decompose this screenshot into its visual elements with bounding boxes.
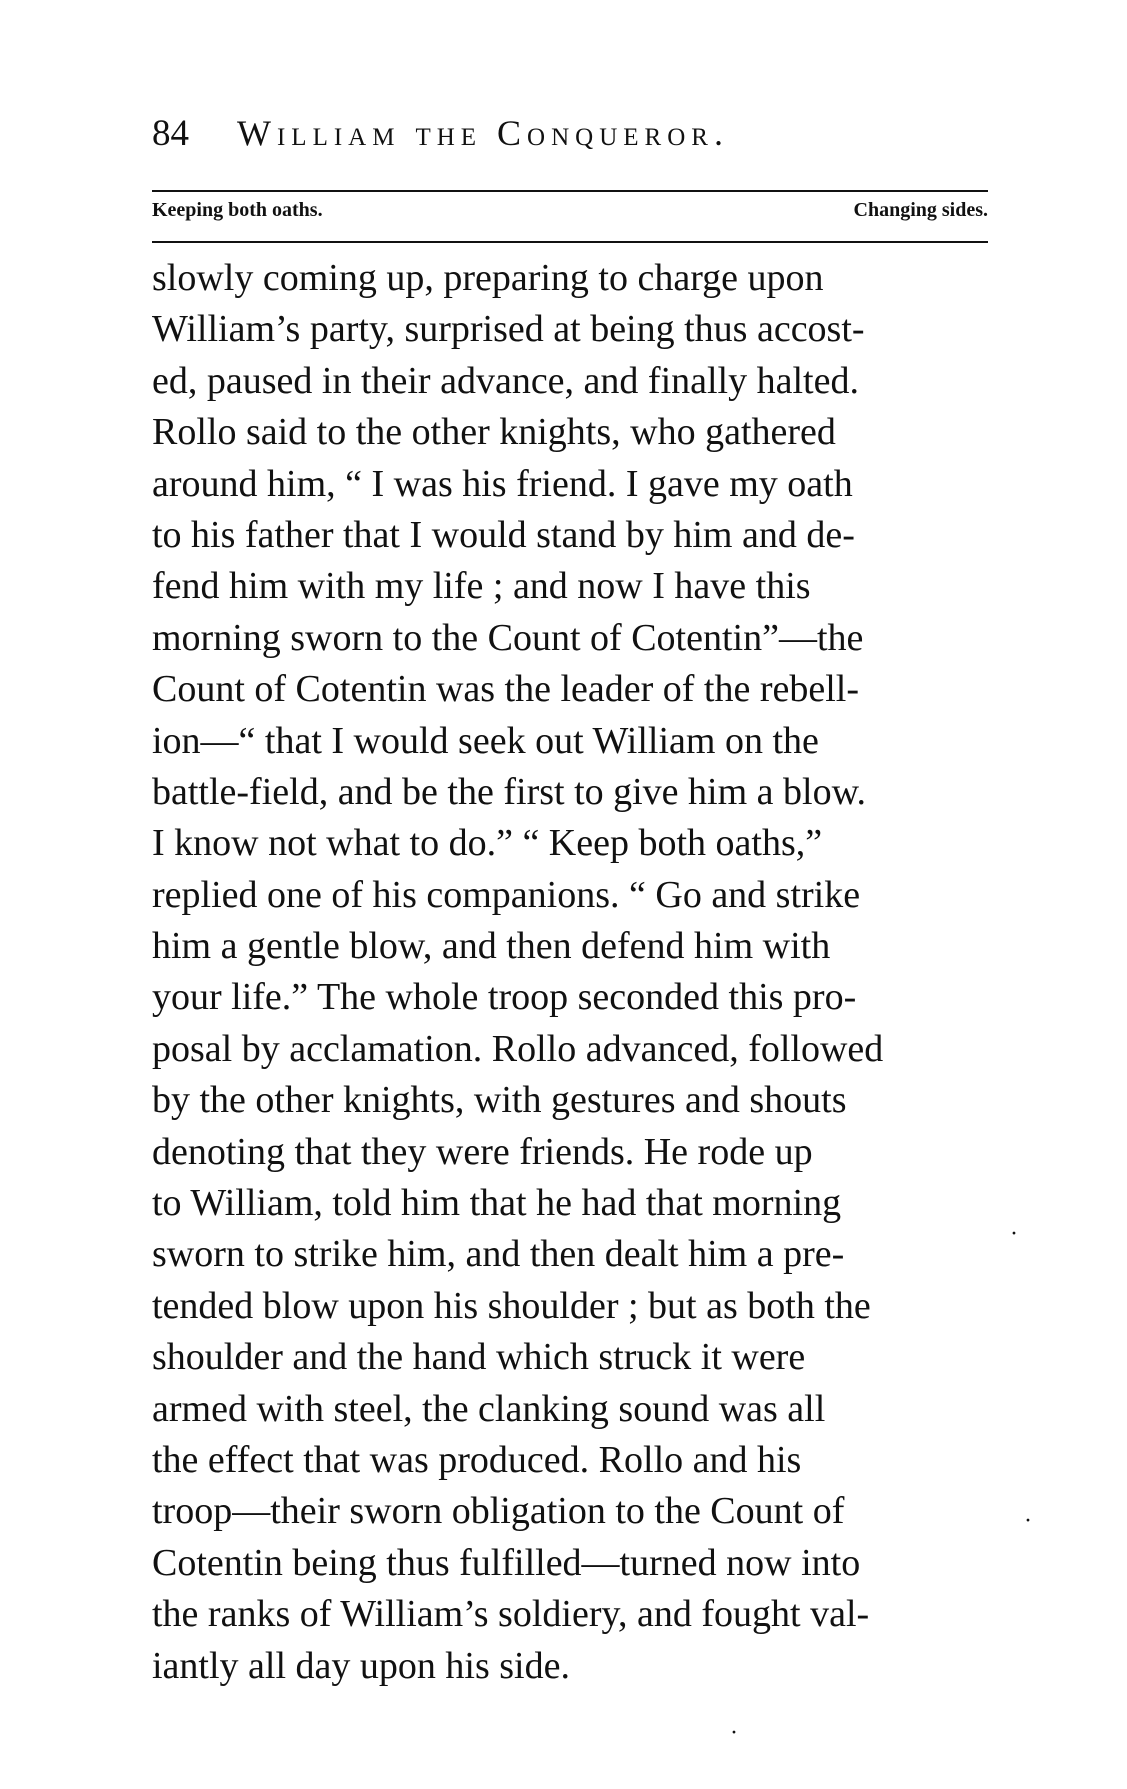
text-line: denoting that they were friends. He rode up <box>152 1130 813 1173</box>
header-rule-top <box>152 190 988 192</box>
book-title: William the Conqueror. <box>237 113 729 153</box>
text-line: I know not what to do.” “ Keep both oaths,” <box>152 822 823 865</box>
text-line: replied one of his companions. “ Go and strike <box>152 873 861 916</box>
text-line: shoulder and the hand which struck it were <box>152 1336 806 1379</box>
text-line: armed with steel, the clanking sound was all <box>152 1387 826 1430</box>
marginal-subheadings <box>152 199 988 222</box>
text-line: Rollo said to the other knights, who gathered <box>152 411 836 454</box>
text-line: troop—their sworn obligation to the Count of <box>152 1490 845 1533</box>
text-line: fend him with my life ; and now I have this <box>152 565 811 608</box>
text-line: tended blow upon his shoulder ; but as both the <box>152 1284 871 1327</box>
text-line: to his father that I would stand by him and de- <box>152 513 855 556</box>
text-line: the ranks of William’s soldiery, and fought val- <box>152 1593 870 1636</box>
text-line: slowly coming up, preparing to charge upon <box>152 257 824 299</box>
text-line: Cotentin being thus fulfilled—turned now into <box>152 1541 861 1584</box>
text-line: around him, “ I was his friend. I gave my oath <box>152 462 853 505</box>
body-text <box>152 253 1004 1692</box>
text-line: ed, paused in their advance, and finally halted. <box>152 359 859 402</box>
text-line: battle-field, and be the first to give him a blow. <box>152 770 867 813</box>
stray-mark: · <box>1010 1221 1018 1247</box>
text-line: sworn to strike him, and then dealt him a pre- <box>152 1233 845 1276</box>
text-line: by the other knights, with gestures and shouts <box>152 1079 847 1122</box>
text-line: Count of Cotentin was the leader of the rebell- <box>152 668 860 711</box>
text-line: ion—“ that I would seek out William on the <box>152 719 819 762</box>
page-number: 84 <box>152 113 189 154</box>
text-line: to William, told him that he had that morning <box>152 1182 842 1225</box>
text-line: morning sworn to the Count of Cotentin”—the <box>152 616 864 659</box>
stray-mark: · <box>1024 1508 1032 1534</box>
text-line: iantly all day upon his side. <box>152 1644 570 1687</box>
subheading-left: Keeping both oaths. <box>152 199 323 221</box>
running-head <box>152 112 992 172</box>
text-line: your life.” The whole troop seconded this pro- <box>152 976 857 1019</box>
header-rule-bottom <box>152 241 988 243</box>
subheading-right: Changing sides. <box>853 199 988 221</box>
stray-mark: · <box>730 1720 738 1746</box>
text-line: the effect that was produced. Rollo and his <box>152 1438 802 1481</box>
text-line: posal by acclamation. Rollo advanced, followed <box>152 1027 884 1070</box>
text-line: William’s party, surprised at being thus accost- <box>152 308 865 351</box>
text-line: him a gentle blow, and then defend him with <box>152 925 831 968</box>
